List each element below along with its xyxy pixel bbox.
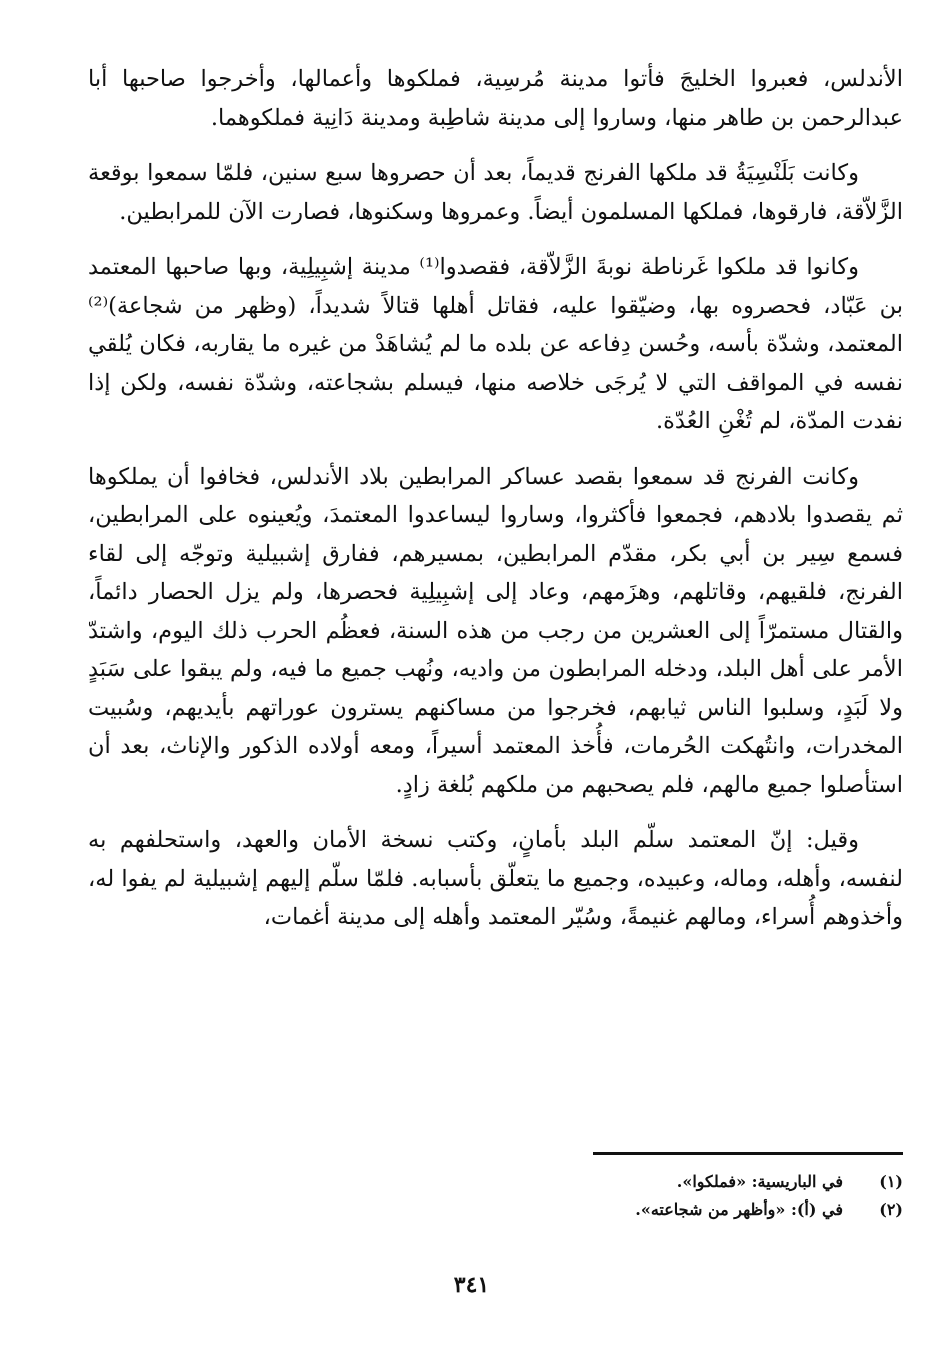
- paragraph-3: وكانوا قد ملكوا غَرناطة نوبةَ الزَّلاّقة، فقصدوا⁽¹⁾ مدينة إشبِيلِية، وبها صاحبها المعتمد بن عَبّاد، فحصروه بها، وضيّقوا عليه، فقاتل أهلها قتالاً شديداً، (وظهر من شجاعة)⁽²⁾ المعتمد، وشدّة بأسه، وحُسن دِفاعه عن بلده ما لم يُشاهَدْ من غيره ما يقاربه، فكان يُلقي نفسه في المواقف التي لا يُرجَى خلاصه منها، فيسلم بشجاعته، وشدّة نفسه، ولكن إذا نفدت المدّة، لم تُغْنِ العُدّة.: [88, 254, 903, 434]
- footnote-2: [88, 1196, 903, 1224]
- paragraph-1: الأندلس، فعبروا الخليجَ فأتوا مدينة مُرسِية، فملكوها وأعمالها، وأخرجوا صاحبها أبا عبدالرحمن بن طاهر منها، وساروا إلى مدينة شاطِبة ومدينة دَانِية فملكوهما.: [88, 66, 903, 131]
- footnote-1: [88, 1168, 903, 1196]
- main-text: [88, 60, 903, 954]
- footnote-text: في (أ): «وأظهر من شجاعته».: [635, 1200, 843, 1219]
- page-number: ٣٤١: [453, 1272, 490, 1298]
- footnote-number: (٢): [879, 1200, 903, 1219]
- paragraph-4: وكانت الفرنج قد سمعوا بقصد عساكر المرابطين بلاد الأندلس، فخافوا أن يملكوها ثم يقصدوا بلادهم، فجمعوا فأكثروا، وساروا ليساعدوا المعتمدَ، ويُعينوه على المرابطين، فسمع سِير بن أبي بكر، مقدّم المرابطين، بمسيرهم، ففارق إشبيلية وتوجّه إلى لقاء الفرنج، فلقيهم، وقاتلهم، وهزَمهم، وعاد إلى إشبِيلِية فحصرها، ولم يزل الحصار دائماً، والقتال مستمرّاً إلى العشرين من رجب من هذه السنة، فعظُم الحرب ذلك اليوم، واشتدّ الأمر على أهل البلد، ودخله المرابطون من واديه، ونُهب جميع ما فيه، ولم يبقوا على سَبَدٍ ولا لَبَدٍ، وسلبوا الناس ثيابهم، فخرجوا من مساكنهم يسترون عوراتهم بأيديهم، وسُبيت المخدرات، وانتُهكت الحُرمات، فأُخذ المعتمد أسيراً، ومعه أولاده الذكور والإناث، بعد أن استأصلوا جميع مالهم، فلم يصحبهم من ملكهم بُلغة زادٍ.: [88, 463, 903, 798]
- footnotes: [88, 1168, 903, 1224]
- footnote-text: في الباريسية: «فملكوا».: [676, 1172, 843, 1191]
- footnote-rule: [593, 1152, 903, 1155]
- footnote-number: (١): [879, 1172, 903, 1191]
- paragraph-5: وقيل: إنّ المعتمد سلّم البلد بأمانٍ، وكتب نسخة الأمان والعهد، واستحلفهم به لنفسه، وأهله، وماله، وعبيده، وجميع ما يتعلّق بأسبابه. فلمّا سلّم إليهم إشبيلية لم يفوا له، وأخذوهم أُسراء، ومالهم غنيمةً، وسُيّر المعتمد وأهله إلى مدينة أغمات،: [88, 827, 903, 930]
- paragraph-2: وكانت بَلَنْسِيَةُ قد ملكها الفرنج قديماً، بعد أن حصروها سبع سنين، فلمّا سمعوا بوقعة الزَّلاّقة، فارقوها، فملكها المسلمون أيضاً. وعمروها وسكنوها، فصارت الآن للمرابطين.: [88, 160, 903, 225]
